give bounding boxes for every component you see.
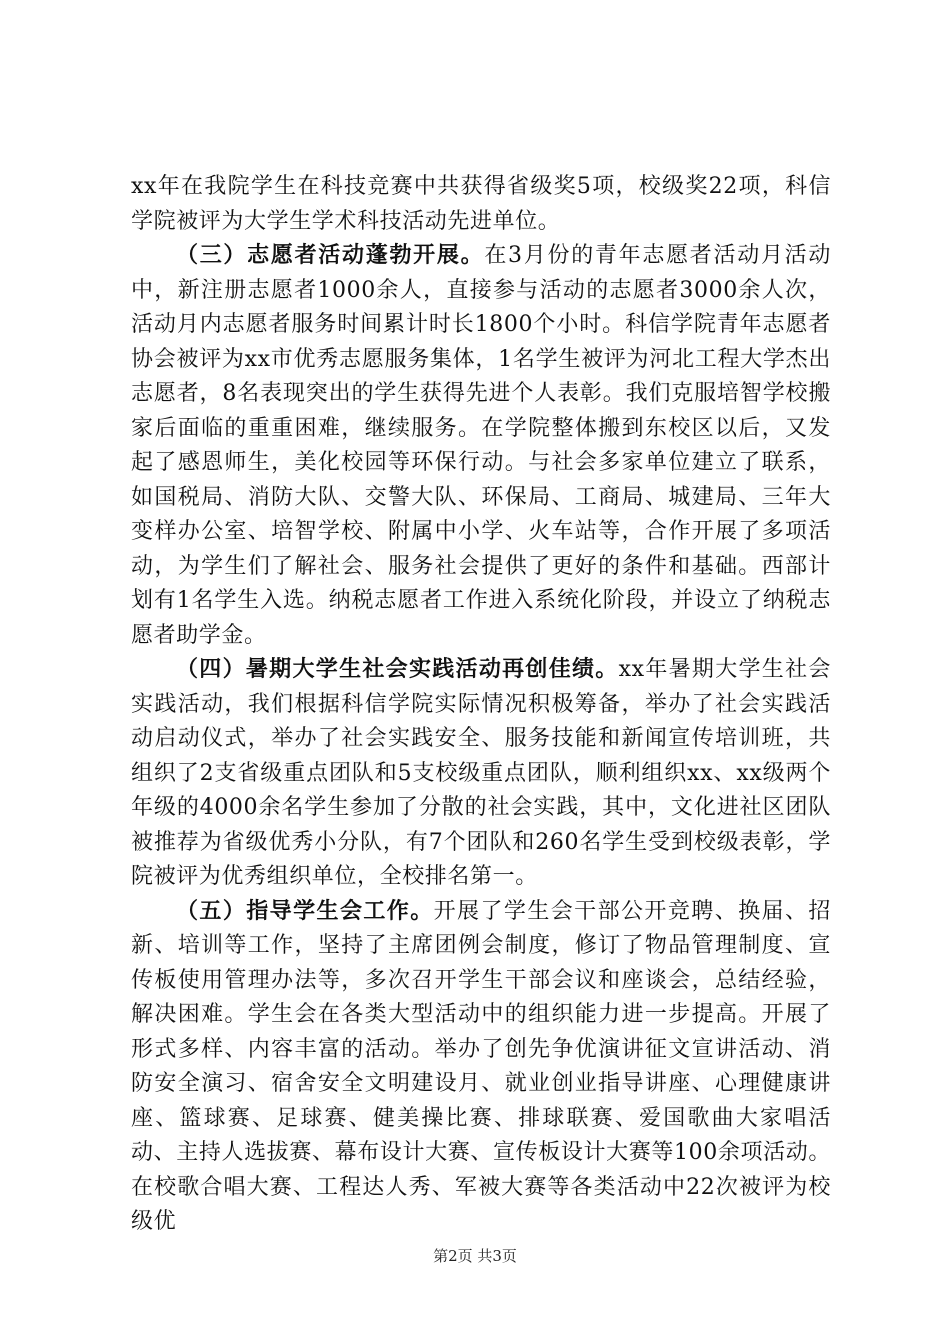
- paragraph-text: 在3月份的青年志愿者活动月活动中，新注册志愿者1000余人，直接参与活动的志愿者3000余人次，活动月内志愿者服务时间累计时长1800个小时。科信学院青年志愿者协会被评为xx市优秀志愿服务集体，1名学生被评为河北工程大学杰出志愿者，8名表现突出的学生获得先进个人表彰。我们克服培智学校搬家后面临的重重困难，继续服务。在学院整体搬到东校区以后，又发起了感恩师生，美化校园等环保行动。与社会多家单位建立了联系，如国税局、消防大队、交警大队、环保局、工商局、城建局、三年大变样办公室、培智学校、附属中小学、火车站等，合作开展了多项活动，为学生们了解社会、服务社会提供了更好的条件和基础。西部计划有1名学生入选。纳税志愿者工作进入系统化阶段，并设立了纳税志愿者助学金。: [131, 243, 831, 648]
- paragraph-continuation: [131, 170, 831, 239]
- paragraph-student-union: [131, 895, 831, 1240]
- page-footer: 第2页 共3页: [433, 1247, 517, 1265]
- paragraph-text: xx年暑期大学生社会实践活动，我们根据科信学院实际情况积极筹备，举办了社会实践活动启动仪式，举办了社会实践安全、服务技能和新闻宣传培训班，共组织了2支省级重点团队和5支校级重点团队，顺利组织xx、xx级两个年级的4000余名学生参加了分散的社会实践，其中，文化进社区团队被推荐为省级优秀小分队，有7个团队和260名学生受到校级表彰，学院被评为优秀组织单位，全校排名第一。: [131, 657, 831, 889]
- section-heading-five: （五）指导学生会工作。: [176, 898, 434, 924]
- paragraph-volunteer-activities: [131, 239, 831, 653]
- paragraph-text: xx年在我院学生在科技竞赛中共获得省级奖5项，校级奖22项，科信学院被评为大学生学术科技活动先进单位。: [131, 174, 831, 234]
- section-heading-four: （四）暑期大学生社会实践活动再创佳绩。: [176, 657, 619, 682]
- paragraph-summer-practice: [131, 653, 831, 895]
- section-heading-three: （三）志愿者活动蓬勃开展。: [176, 243, 485, 268]
- document-body: [131, 170, 831, 1240]
- paragraph-text: 开展了学生会干部公开竞聘、换届、招新、培训等工作，坚持了主席团例会制度，修订了物品管理制度、宣传板使用管理办法等，多次召开学生干部会议和座谈会，总结经验，解决困难。学生会在各类大型活动中的组织能力进一步提高。开展了形式多样、内容丰富的活动。举办了创先争优演讲征文宣讲活动、消防安全演习、宿舍安全文明建设月、就业创业指导讲座、心理健康讲座、篮球赛、足球赛、健美操比赛、排球联赛、爱国歌曲大家唱活动、主持人选拔赛、幕布设计大赛、宣传板设计大赛等100余项活动。在校歌合唱大赛、工程达人秀、军被大赛等各类活动中22次被评为校级优: [131, 898, 831, 1234]
